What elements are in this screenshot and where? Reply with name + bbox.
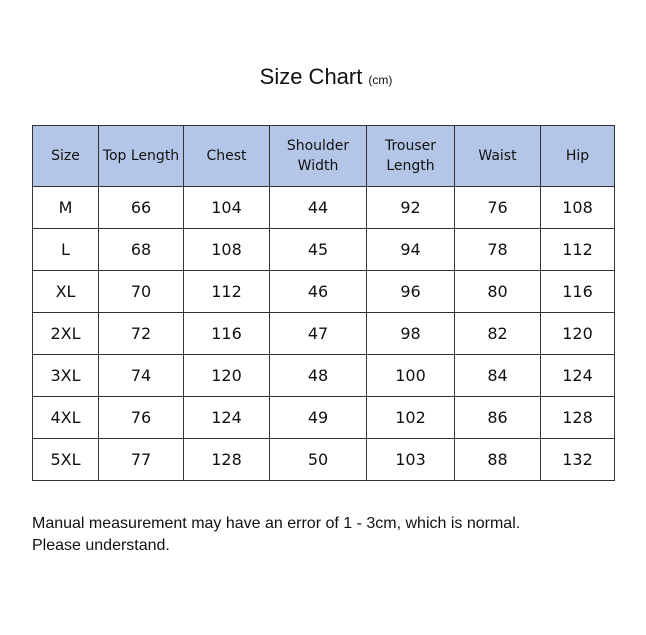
table-row	[33, 271, 615, 313]
title-row	[0, 64, 646, 90]
table-cell: 112	[541, 229, 615, 271]
table-cell: 80	[455, 271, 541, 313]
table-row	[33, 187, 615, 229]
table-cell: 92	[367, 187, 455, 229]
table-cell: 124	[541, 355, 615, 397]
page-title: Size Chart	[259, 64, 363, 89]
table-cell: 5XL	[33, 439, 99, 481]
column-header-trouser-length: Trouser Length	[367, 126, 455, 187]
table-cell: 100	[367, 355, 455, 397]
column-header-chest: Chest	[184, 126, 270, 187]
column-header-waist: Waist	[455, 126, 541, 187]
table-cell: L	[33, 229, 99, 271]
note-line-1: Manual measurement may have an error of 1 - 3cm, which is normal.	[32, 515, 521, 532]
table-cell: 103	[367, 439, 455, 481]
table-cell: 120	[184, 355, 270, 397]
table-cell: 96	[367, 271, 455, 313]
table-row	[33, 313, 615, 355]
table-cell: 128	[541, 397, 615, 439]
table-cell: 49	[270, 397, 367, 439]
measurement-note	[32, 513, 632, 557]
note-line-2: Please understand.	[32, 537, 170, 554]
table-cell: 66	[99, 187, 184, 229]
table-cell: 78	[455, 229, 541, 271]
unit-label: (cm)	[368, 73, 393, 87]
table-cell: 77	[99, 439, 184, 481]
table-cell: 104	[184, 187, 270, 229]
table-cell: XL	[33, 271, 99, 313]
table-cell: M	[33, 187, 99, 229]
table-cell: 112	[184, 271, 270, 313]
table-row	[33, 397, 615, 439]
table-cell: 108	[541, 187, 615, 229]
table-cell: 45	[270, 229, 367, 271]
table-cell: 48	[270, 355, 367, 397]
table-cell: 116	[541, 271, 615, 313]
table-cell: 70	[99, 271, 184, 313]
table-cell: 68	[99, 229, 184, 271]
table-cell: 116	[184, 313, 270, 355]
table-cell: 76	[99, 397, 184, 439]
table-cell: 98	[367, 313, 455, 355]
table-cell: 76	[455, 187, 541, 229]
table-cell: 47	[270, 313, 367, 355]
table-cell: 120	[541, 313, 615, 355]
table-row	[33, 355, 615, 397]
size-table	[32, 125, 615, 481]
column-header-top-length: Top Length	[99, 126, 184, 187]
table-cell: 82	[455, 313, 541, 355]
table-cell: 128	[184, 439, 270, 481]
table-cell: 84	[455, 355, 541, 397]
table-header-row	[33, 126, 615, 187]
table-cell: 3XL	[33, 355, 99, 397]
table-cell: 44	[270, 187, 367, 229]
table-cell: 108	[184, 229, 270, 271]
table-row	[33, 229, 615, 271]
table-cell: 46	[270, 271, 367, 313]
table-cell: 4XL	[33, 397, 99, 439]
table-cell: 2XL	[33, 313, 99, 355]
table-cell: 50	[270, 439, 367, 481]
table-cell: 86	[455, 397, 541, 439]
table-cell: 102	[367, 397, 455, 439]
table-cell: 94	[367, 229, 455, 271]
column-header-size: Size	[33, 126, 99, 187]
table-cell: 88	[455, 439, 541, 481]
table-cell: 74	[99, 355, 184, 397]
column-header-shoulder-width: Shoulder Width	[270, 126, 367, 187]
table-cell: 132	[541, 439, 615, 481]
table-row	[33, 439, 615, 481]
column-header-hip: Hip	[541, 126, 615, 187]
table-cell: 72	[99, 313, 184, 355]
table-cell: 124	[184, 397, 270, 439]
